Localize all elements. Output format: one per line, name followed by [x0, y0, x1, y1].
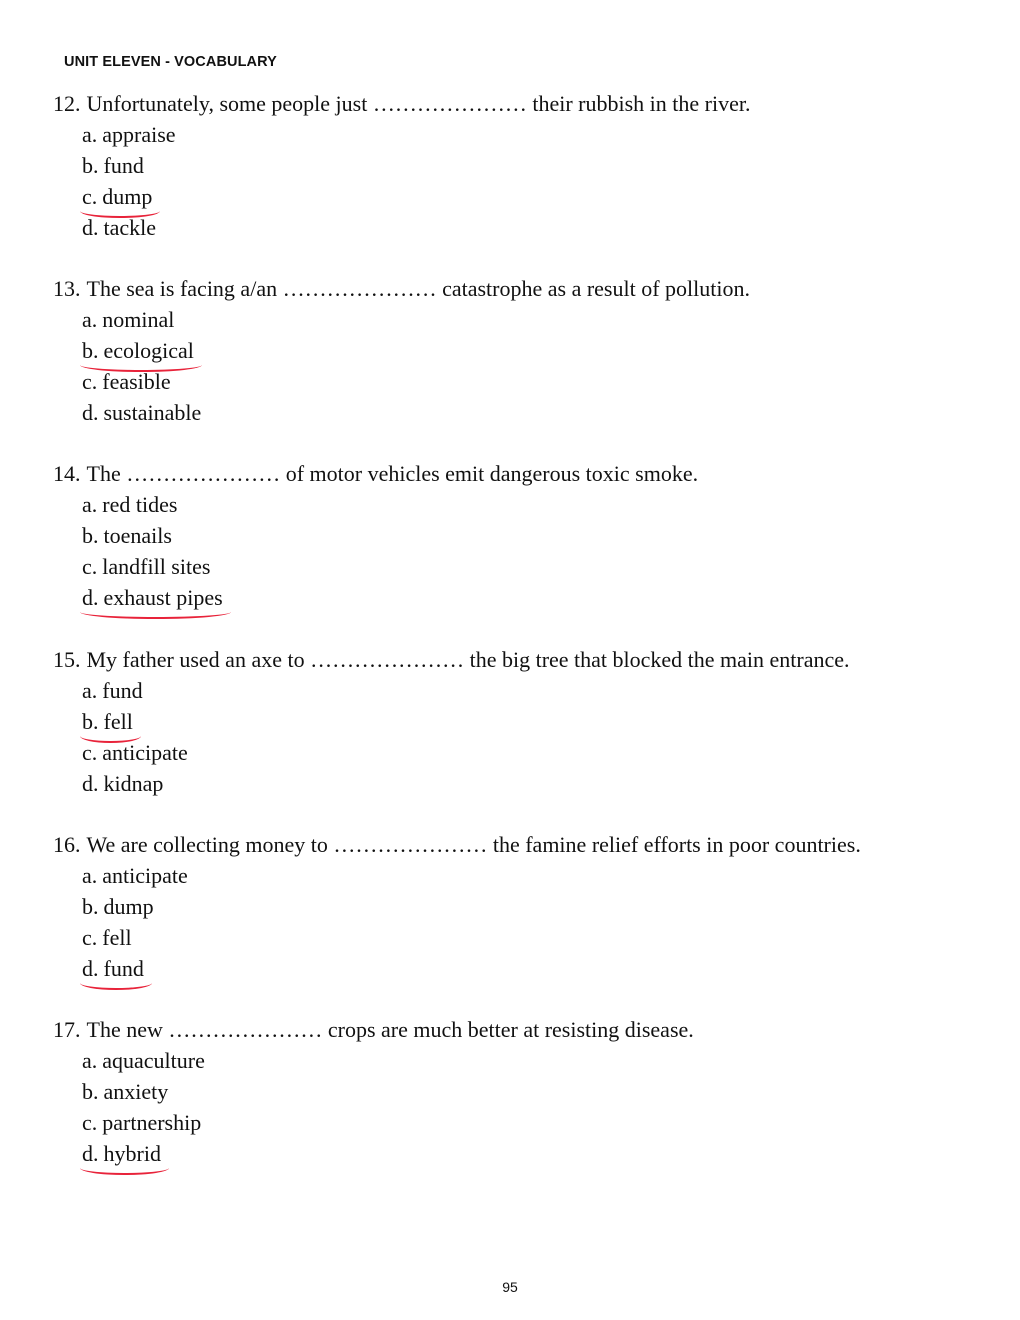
option-a [82, 489, 973, 520]
question-number: 12. [53, 91, 81, 116]
marked-answer [82, 1138, 161, 1169]
marked-answer [82, 335, 194, 366]
option-b [82, 891, 973, 922]
question-text: The ………………… of motor vehicles emit dangerous toxic smoke. [86, 461, 699, 486]
option-letter: c. [82, 554, 98, 579]
option-letter: b. [82, 523, 99, 548]
question-stem [53, 644, 973, 675]
question-stem [53, 458, 973, 489]
option-b [82, 1076, 973, 1107]
option-text: fell [103, 709, 133, 734]
unit-header: UNIT ELEVEN - VOCABULARY [64, 54, 277, 70]
option-letter: b. [82, 1079, 99, 1104]
option-a [82, 860, 973, 891]
option-letter: d. [82, 771, 99, 796]
option-c [82, 922, 973, 953]
option-letter: c. [82, 1110, 98, 1135]
option-letter: a. [82, 307, 98, 332]
option-letter: a. [82, 1048, 98, 1073]
option-b [82, 150, 973, 181]
option-text: anticipate [102, 740, 188, 765]
option-d [82, 397, 973, 428]
option-a [82, 304, 973, 335]
option-letter: c. [82, 740, 98, 765]
option-letter: d. [82, 1141, 99, 1166]
option-letter: a. [82, 492, 98, 517]
option-a [82, 675, 973, 706]
question-stem [53, 273, 973, 304]
question-stem [53, 88, 973, 119]
option-text: anxiety [103, 1079, 169, 1104]
question-text: The sea is facing a/an ………………… catastrophe as a result of pollution. [86, 276, 750, 301]
option-text: exhaust pipes [103, 585, 223, 610]
option-d [82, 1138, 973, 1169]
question-number: 15. [53, 647, 81, 672]
option-text: ecological [103, 338, 194, 363]
question-12 [53, 88, 973, 243]
option-text: nominal [102, 307, 175, 332]
marked-answer [82, 953, 144, 984]
question-16 [53, 829, 973, 984]
option-d [82, 582, 973, 613]
option-text: kidnap [103, 771, 164, 796]
option-a [82, 119, 973, 150]
option-text: fund [103, 153, 144, 178]
option-text: red tides [102, 492, 178, 517]
option-letter: a. [82, 863, 98, 888]
option-c [82, 737, 973, 768]
option-letter: b. [82, 153, 99, 178]
option-letter: d. [82, 585, 99, 610]
question-stem [53, 829, 973, 860]
option-d [82, 953, 973, 984]
option-text: fund [102, 678, 143, 703]
option-letter: d. [82, 956, 99, 981]
page-number: 95 [502, 1279, 518, 1295]
question-text: Unfortunately, some people just ………………… their rubbish in the river. [86, 91, 751, 116]
question-number: 16. [53, 832, 81, 857]
option-b [82, 335, 973, 366]
option-letter: a. [82, 122, 98, 147]
option-a [82, 1045, 973, 1076]
option-text: partnership [102, 1110, 202, 1135]
option-text: landfill sites [102, 554, 211, 579]
option-c [82, 181, 973, 212]
option-text: tackle [103, 215, 157, 240]
question-number: 17. [53, 1017, 81, 1042]
option-text: toenails [103, 523, 172, 548]
option-c [82, 366, 973, 397]
marked-answer [82, 706, 133, 737]
option-text: anticipate [102, 863, 188, 888]
question-17 [53, 1014, 973, 1169]
option-text: appraise [102, 122, 176, 147]
option-text: fell [102, 925, 132, 950]
option-b [82, 520, 973, 551]
option-text: fund [103, 956, 144, 981]
option-text: aquaculture [102, 1048, 205, 1073]
option-text: sustainable [103, 400, 202, 425]
option-d [82, 768, 973, 799]
marked-answer [82, 582, 223, 613]
option-c [82, 1107, 973, 1138]
option-text: dump [103, 894, 154, 919]
option-letter: c. [82, 369, 98, 394]
question-13 [53, 273, 973, 428]
option-text: dump [102, 184, 153, 209]
question-15 [53, 644, 973, 799]
question-number: 14. [53, 461, 81, 486]
question-text: My father used an axe to ………………… the big tree that blocked the main entrance. [86, 647, 850, 672]
question-text: The new ………………… crops are much better at resisting disease. [86, 1017, 694, 1042]
option-d [82, 212, 973, 243]
option-letter: b. [82, 338, 99, 363]
option-letter: c. [82, 925, 98, 950]
option-text: hybrid [103, 1141, 161, 1166]
question-stem [53, 1014, 973, 1045]
marked-answer [82, 181, 152, 212]
option-letter: d. [82, 215, 99, 240]
option-letter: a. [82, 678, 98, 703]
question-14 [53, 458, 973, 613]
option-letter: b. [82, 709, 99, 734]
option-b [82, 706, 973, 737]
option-letter: b. [82, 894, 99, 919]
question-text: We are collecting money to ………………… the famine relief efforts in poor countries. [86, 832, 861, 857]
option-letter: c. [82, 184, 98, 209]
option-letter: d. [82, 400, 99, 425]
option-text: feasible [102, 369, 171, 394]
option-c [82, 551, 973, 582]
question-number: 13. [53, 276, 81, 301]
